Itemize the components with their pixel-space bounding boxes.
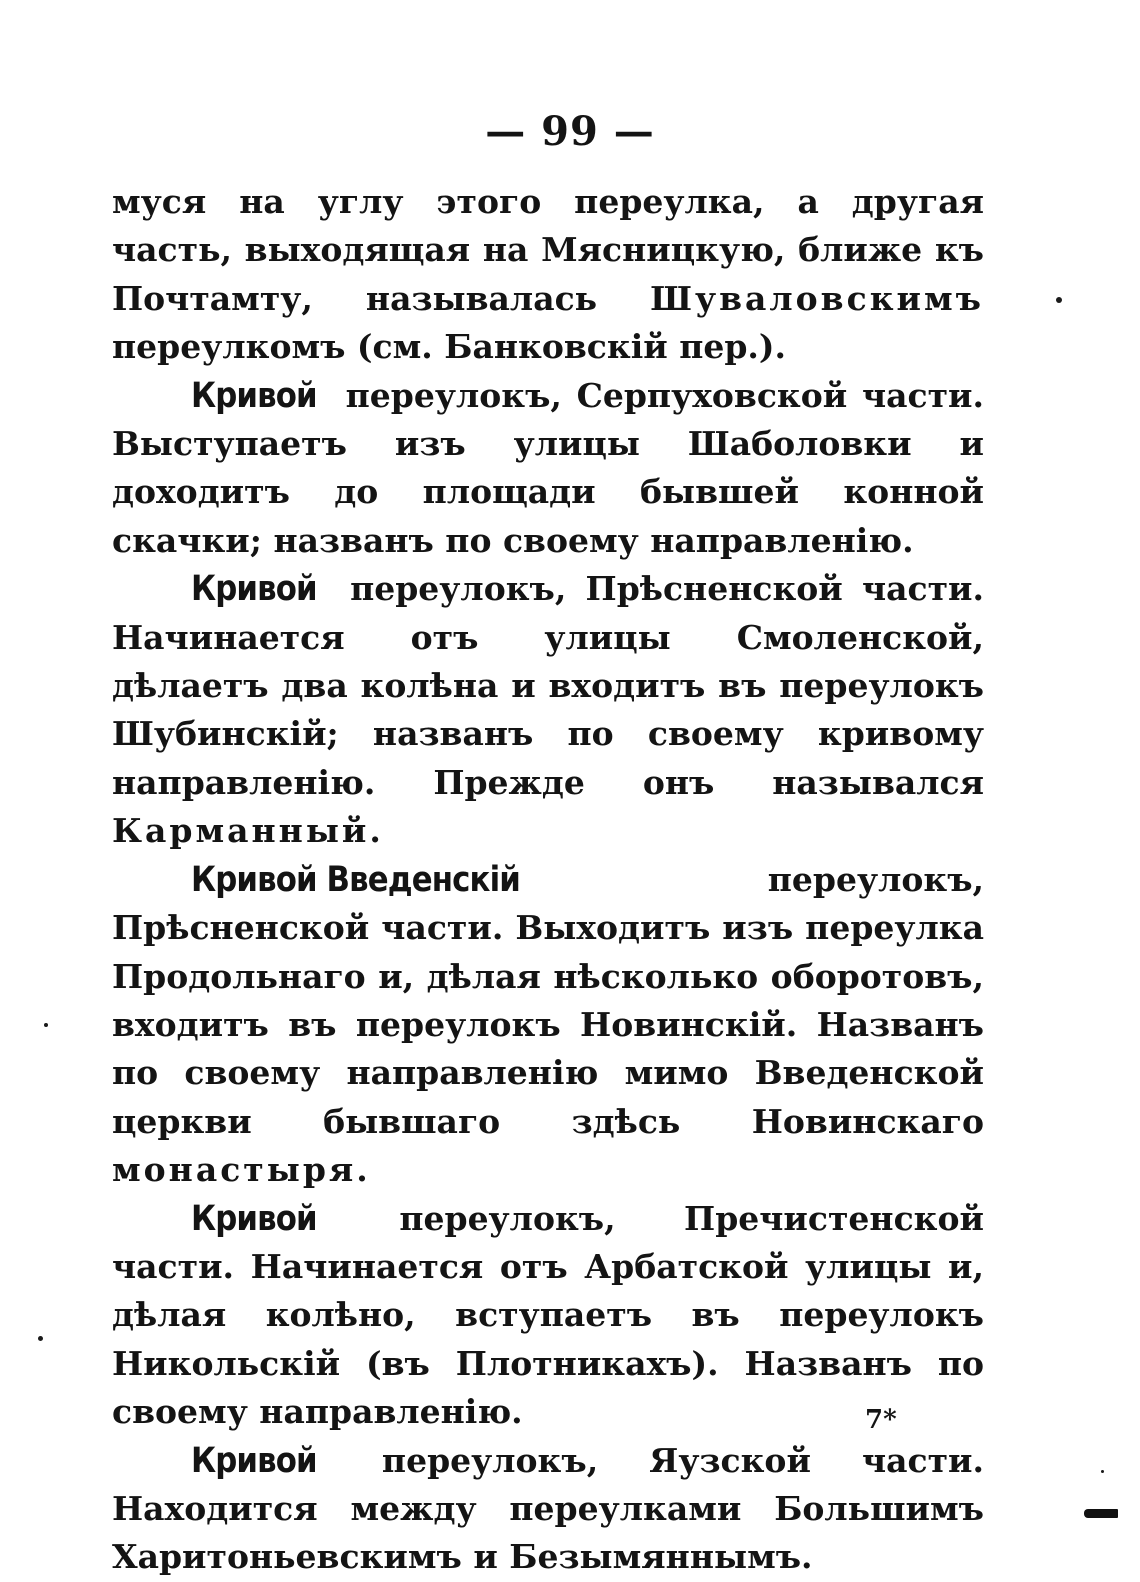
entry-krivoy-presnenskoy <box>112 565 984 855</box>
entry-term: Кривой <box>190 569 317 610</box>
entry-krivoy-prechistenskoy <box>112 1195 984 1437</box>
body-text <box>112 178 984 1582</box>
paragraph-continuation <box>112 178 984 372</box>
paragraph-tail: . <box>369 811 381 851</box>
entry-term: Кривой <box>190 1198 317 1239</box>
ink-speck <box>1056 297 1062 303</box>
spaced-name: Шуваловскимъ <box>650 278 984 318</box>
paragraph-text: переулокъ, Пречистенской части. Начинается отъ Арбатской улицы и, дѣлая колѣно, вступаетъ въ переулокъ Никольскій (въ Плотникахъ). Названъ по своему направленію. <box>112 1198 984 1432</box>
spaced-name: монастыря <box>112 1150 357 1190</box>
paragraph-text: переулокъ, Прѣсненской части. Выходитъ изъ переулка Продольнаго и, дѣлая нѣсколько оборотовъ, входитъ въ переулокъ Новинскій. Названъ по своему направленію мимо Введенской церкви бывшаго здѣсь Новинскаго <box>112 859 984 1141</box>
signature-mark: 7* <box>865 1405 897 1435</box>
paragraph-text: муся на углу этого переулка, а другая часть, выходящая на Мясницкую, ближе къ Почтамту, называлась <box>112 182 984 318</box>
page-number: — 99 — <box>485 108 655 155</box>
entry-term: Кривой Введенскій <box>190 859 520 900</box>
entry-term: Кривой <box>190 375 317 416</box>
entry-term: Кривой <box>190 1440 317 1481</box>
paragraph-text: переулокъ, Прѣсненской части. Начинается отъ улицы Смоленской, дѣлаетъ два колѣна и входитъ въ переулокъ Шубинскій; названъ по своему кривому направленію. Прежде онъ назывался <box>112 569 984 802</box>
ink-speck <box>1101 1470 1104 1473</box>
paragraph-tail: . <box>356 1150 368 1190</box>
scan-edge-mark <box>1084 1509 1118 1518</box>
entry-krivoy-yauzskoy <box>112 1437 984 1582</box>
ink-speck <box>38 1336 43 1341</box>
ink-speck <box>44 1023 48 1027</box>
entry-krivoy-serpukhovskoy <box>112 372 984 566</box>
paragraph-text: переулокъ, Серпуховской части. Выступаетъ изъ улицы Шаболовки и доходитъ до площади бывшей конной скачки; названъ по своему направленію. <box>112 375 984 560</box>
paragraph-tail: переулкомъ (см. Банковскій пер.). <box>112 327 787 367</box>
paragraph-text: переулокъ, Яузской части. Находится между переулками Большимъ Харитоньевскимъ и Безымяннымъ. <box>112 1440 984 1577</box>
entry-krivoy-vvedenskiy <box>112 856 984 1195</box>
spaced-name: Карманный <box>112 811 370 851</box>
